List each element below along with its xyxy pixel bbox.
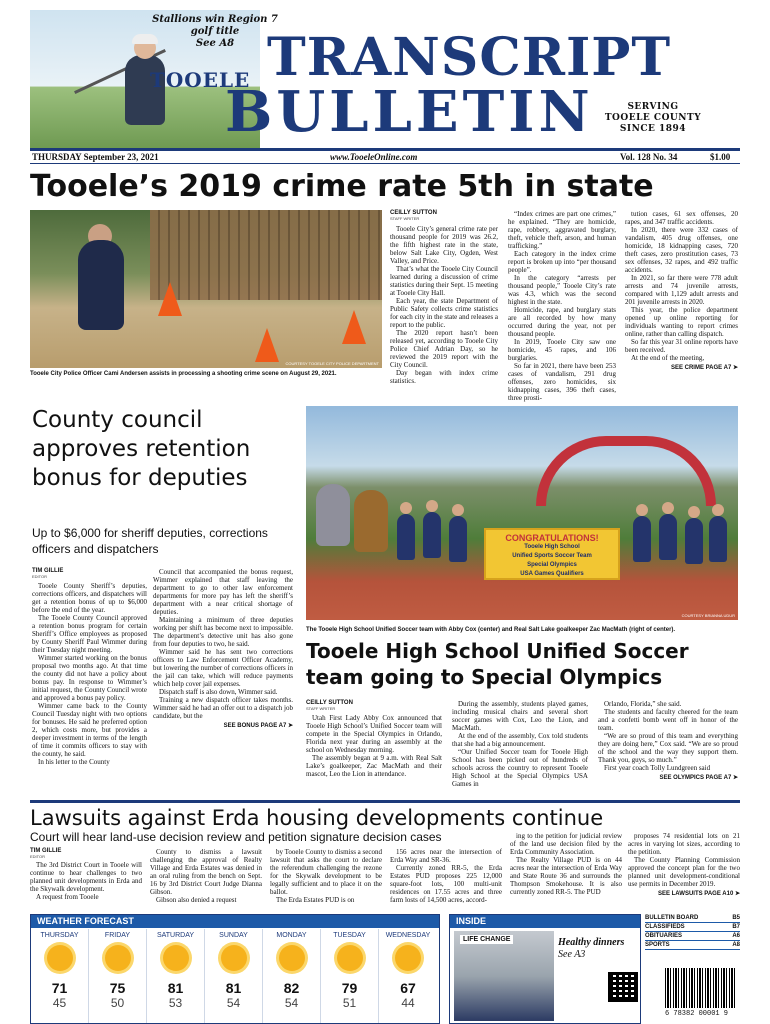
council-deck: Up to $6,000 for sheriff deputies, corrections officers and dispatchers (32, 526, 268, 556)
high-temp: 71 (51, 980, 68, 996)
logo-tooele: TOOELE (150, 68, 251, 92)
barcode-icon (665, 968, 737, 1008)
paragraph: In 2020, there were 332 cases of vandalism, 405 drug offenses, one homicide, 18 kidnapping cases, 720 theft cases, zero prostitution cases, 73 sex offenses, 32 rapes, and 492 traffic accidents. (625, 226, 738, 274)
soccer-column-2 (452, 700, 588, 788)
inside-teaser-title: Healthy dinners (558, 937, 625, 948)
paragraph: ing to the petition for judicial review of the land use decision filed by the Erda Community Association. (510, 832, 622, 856)
lead-headline[interactable]: Tooele’s 2019 crime rate 5th in state (30, 169, 654, 204)
teaser-line: golf title (190, 26, 240, 37)
weather-day (379, 929, 437, 1023)
lead-column-3 (625, 210, 738, 371)
weather-title: WEATHER FORECAST (31, 915, 439, 928)
high-temp: 67 (400, 980, 416, 996)
paragraph: “Index crimes are part one crimes,” he explained. “They are homicide, rape, robbery, aggravated burglary, theft, vehicle theft, arson, and human trafficking.” (508, 210, 616, 250)
tagline-line: SERVING (627, 102, 679, 112)
byline: CEILLY SUTTON (306, 700, 353, 706)
paragraph: Training a new dispatch officer takes months. Wimmer said he had an offer out to a dispatch job candidate, but the (153, 696, 293, 720)
congratulations-banner (484, 528, 620, 580)
inside-text (558, 937, 638, 961)
paragraph: Wimmer started working on the bonus proposal two months ago. At that time the county did not have a policy about bonus pay. In response to Wimmer’s initial request, the County Council wrote and approved a bonus pay policy. (32, 654, 147, 702)
paragraph: Dispatch staff is also down, Wimmer said. (159, 688, 278, 696)
upc-number: 6 78382 00001 9 (665, 1010, 729, 1018)
section-index (645, 914, 740, 950)
soccer-column-1 (306, 700, 442, 778)
website-link[interactable]: www.TooeleOnline.com (330, 152, 418, 162)
index-label: CLASSIFIEDS (645, 924, 685, 930)
high-temp: 81 (167, 980, 184, 996)
golf-teaser-text[interactable] (145, 14, 285, 50)
paragraph: In 2019, Tooele City saw one homicide, 45 rapes, and 106 burglaries. (508, 338, 616, 362)
lawsuit-column-3 (270, 848, 382, 904)
lead-column-1 (390, 210, 498, 385)
byline-title: EDITOR (32, 574, 48, 579)
paragraph: Utah First Lady Abby Cox announced that Tooele High School’s Unified Soccer team will compete in the Special Olympics in Orlando, Florida next year during an assembly at the school on Wednesday morning. (306, 714, 442, 754)
sun-icon (337, 945, 363, 971)
soccer-team-photo[interactable] (306, 406, 738, 620)
volume-number: Vol. 128 No. 34 (620, 152, 678, 162)
paragraph: Each year, the state Department of Public Safety collects crime statistics for each city in the state and releases a report to the public. (390, 297, 498, 329)
healthy-dinners-photo[interactable] (454, 931, 554, 1021)
logo-bulletin: BULLETIN (225, 79, 594, 145)
council-column-2 (153, 568, 293, 729)
paragraph: Orlando, Florida,” she said. (604, 700, 682, 708)
inside-page-ref: See A3 (558, 949, 586, 960)
banner-line: Tooele High School (524, 544, 580, 550)
paragraph: The assembly began at 9 a.m. with Real Salt Lake’s goalkeeper, Zac MacMath and their mascot, Leo the Lion in attendance. (306, 754, 442, 778)
paragraph: Maintaining a minimum of three deputies working per shift has become next to impossible. The department’s detective unit has also gone from four deputies to two, he said. (153, 616, 293, 648)
byline-title: STAFF WRITER (306, 706, 336, 711)
paragraph: The 3rd District Court in Tooele will continue to hear challenges to two planned unit developments in Erda and the Skywalk development. (30, 861, 142, 893)
byline-title: EDITOR (30, 854, 46, 859)
low-temp: 53 (168, 996, 183, 1010)
index-label: OBITUARIES (645, 933, 683, 939)
issue-date: THURSDAY September 23, 2021 (32, 152, 159, 162)
weather-day (89, 929, 147, 1023)
index-row[interactable] (645, 923, 740, 932)
day-name: WEDNESDAY (385, 932, 431, 939)
paragraph: Day began with index crime statistics. (390, 369, 498, 385)
paragraph: Wimmer came back to the County Council Tuesday night with two options for bonuses. He said he preferred option 2, which costs more, but provides a deeper investment in terms of the length of time it commits officers to stay with the county, he said. (32, 702, 147, 758)
paragraph: So far in 2021, there have been 253 cases of vandalism, 291 drug offenses, zero homicides, six kidnapping cases, 396 theft cases, three prosti- (508, 362, 616, 402)
paragraph: Wimmer said he has sent two corrections officers to Law Enforcement Officer Academy, but lowering the number of corrections officers in the jail can take, which will reduce payments which help cover jail expenses. (153, 648, 293, 688)
paragraph: tution cases, 61 sex offenses, 20 rapes, and 347 traffic accidents. (625, 210, 738, 226)
photo-caption: Tooele City Police Officer Cami Andersen assists in processing a shooting crime scene on August 29, 2021. (30, 371, 337, 377)
soccer-headline[interactable]: Tooele High School Unified Soccer team going to Special Olympics (306, 639, 689, 689)
weather-day (31, 929, 89, 1023)
paragraph: The Tooele County Council approved a retention bonus program for certain Sheriff’s Office employees as proposed by County Sheriff Paul Wimmer during their Tuesday night meeting. (32, 614, 147, 654)
paragraph: A request from Tooele (36, 893, 99, 901)
byline-title: STAFF WRITER (390, 216, 420, 221)
council-headline[interactable]: County council approves retention bonus for deputies (32, 407, 251, 491)
logo-transcript: TRANSCRIPT (267, 27, 672, 88)
index-page: B5 (732, 915, 740, 921)
lawsuit-column-6 (628, 832, 740, 897)
low-temp: 54 (226, 996, 241, 1010)
lawsuit-column-5 (510, 832, 622, 896)
council-column-1 (32, 568, 147, 766)
qr-code-icon[interactable] (608, 972, 638, 1002)
high-temp: 79 (341, 980, 358, 996)
teaser-line: Stallions win Region 7 (152, 14, 278, 25)
day-name: THURSDAY (40, 932, 79, 939)
paragraph: Council that accompanied the bonus request, Wimmer explained that staff leaving the department to go to other law enforcement departments for more pay has left the sheriff’s department with a near critical shortage of deputies. (153, 568, 293, 616)
day-name: MONDAY (276, 932, 307, 939)
crime-scene-photo[interactable] (30, 210, 382, 368)
paragraph: The 2020 report hasn’t been released yet, according to Tooele City Police Chief Adrian Day, so he reviewed the 2019 report with the City Council. (390, 329, 498, 369)
day-name: FRIDAY (104, 932, 131, 939)
sun-icon (279, 945, 305, 971)
high-temp: 81 (225, 980, 242, 996)
sun-icon (47, 945, 73, 971)
paragraph: At the end of the assembly, Cox told students that she had a big announcement. (452, 732, 588, 748)
inside-teaser[interactable] (449, 914, 641, 1024)
paragraph: The Erda Estates PUD is on (276, 896, 355, 904)
paragraph: At the end of the meeting, (631, 354, 705, 362)
paragraph: County to dismiss a lawsuit challenging the approval of Realty Village and Erda Estates was denied in an oral ruling from the bench on Sept. 16 by 3rd District Court Judge Dianna Gibson. (150, 848, 262, 896)
tagline (598, 102, 708, 135)
low-temp: 51 (342, 996, 357, 1010)
lawsuit-column-1 (30, 848, 142, 901)
price: $1.00 (710, 152, 731, 162)
banner-line: CONGRATULATIONS! (505, 533, 599, 543)
paragraph: The County Planning Commission approved the concept plan for the two planned unit development-conditional use permits in December 2019. (628, 856, 740, 888)
paragraph: The students and faculty cheered for the team and a confetti bomb went off in honor of the team. (598, 708, 738, 732)
paragraph: This year, the police department opened up online reporting for individuals wanting to report crimes online, rather than calling dispatch. (625, 306, 738, 338)
paragraph: First year coach Tolly Lundgreen said (604, 764, 711, 772)
index-page: A6 (732, 933, 740, 939)
bonus-jump-link[interactable]: SEE BONUS PAGE A7 ➤ (223, 723, 293, 729)
weather-day (263, 929, 321, 1023)
masthead (30, 10, 740, 148)
paragraph: by Tooele County to dismiss a second lawsuit that asks the court to declare the referendum challenging the rezone for the Skywalk development to be legally sufficient and to place it on the ballot. (270, 848, 382, 896)
lawsuits-jump-link[interactable]: SEE LAWSUITS PAGE A10 ➤ (657, 891, 740, 897)
high-temp: 75 (109, 980, 126, 996)
low-temp: 45 (52, 996, 67, 1010)
lawsuit-column-2 (150, 848, 262, 904)
paragraph: proposes 74 residential lots on 21 acres in varying lot sizes, according to the petition. (628, 832, 740, 856)
banner-line: Special Olympics (527, 562, 577, 568)
index-row[interactable] (645, 932, 740, 941)
weather-day (147, 929, 205, 1023)
paragraph: During the assembly, students played games, including musical chairs and several short soccer games with Cox, Leo the Lion, and MacMath. (452, 700, 588, 732)
sun-icon (105, 945, 131, 971)
paragraph: Gibson also denied a request (156, 896, 237, 904)
sun-icon (163, 945, 189, 971)
lawsuit-column-4 (390, 848, 502, 904)
paragraph: “Our Unified Soccer team for Tooele High School has been picked out of hundreds of schools across the country to represent Tooele High School at the Special Olympics USA Games in (452, 748, 588, 788)
index-row[interactable] (645, 941, 740, 950)
low-temp: 54 (284, 996, 299, 1010)
lawsuit-deck: Court will hear land-use decision review and petition signature decision cases (30, 830, 442, 844)
paragraph: In his letter to the County (38, 758, 110, 766)
high-temp: 82 (283, 980, 300, 996)
sun-icon (395, 945, 421, 971)
weather-day (321, 929, 379, 1023)
lawsuit-headline[interactable]: Lawsuits against Erda housing developments continue (30, 800, 740, 831)
index-row[interactable] (645, 914, 740, 923)
soccer-column-3 (598, 700, 738, 781)
byline: TIM GILLIE (32, 568, 64, 574)
olympics-jump-link[interactable]: SEE OLYMPICS PAGE A7 ➤ (659, 775, 738, 781)
tagline-line: TOOELE COUNTY (604, 113, 702, 123)
lead-column-2 (508, 210, 616, 402)
photo-caption: The Tooele High School Unified Soccer team with Abby Cox (center) and Real Salt Lake goalkeeper Zac MacMath (right of center). (306, 627, 676, 633)
index-page: A8 (732, 942, 740, 948)
day-name: TUESDAY (333, 932, 366, 939)
paragraph: In the category “arrests per thousand people,” Tooele City’s rate was 4.3, which was the second highest in the state. (508, 274, 616, 306)
inside-title: INSIDE (450, 915, 640, 928)
paragraph: So far this year 31 online reports have been received. (625, 338, 738, 354)
crime-jump-link[interactable]: SEE CRIME PAGE A7 ➤ (670, 365, 738, 371)
paragraph: Each category in the index crime report is broken up into “per thousand people”. (508, 250, 616, 274)
low-temp: 44 (401, 996, 415, 1010)
photo-credit: COURTESY BRIANNA UDUR (681, 613, 735, 618)
index-label: SPORTS (645, 942, 670, 948)
paragraph: “We are so proud of this team and everything they are doing here,” Cox said. “We are so proud of the school and the way they support them. Thank you, guys, so much.” (598, 732, 738, 764)
paragraph: The Realty Village PUD is on 44 acres near the intersection of Erda Way and State Route 36 and surrounds the Thompson Smokehouse. It is also currently zoned RR-5. The PUD (510, 856, 622, 896)
index-page: B7 (732, 924, 740, 930)
day-name: SATURDAY (156, 932, 195, 939)
paragraph: Tooele County Sheriff’s deputies, corrections officers, and dispatchers will get a retention bonus of up to $6,000 before the end of the year. (32, 582, 147, 614)
weather-forecast (30, 914, 440, 1024)
photo-sign: LIFE CHANGE (460, 935, 513, 944)
dateline (30, 148, 740, 164)
paragraph: Homicide, rape, and burglary stats are all recorded by how many occurred during the year, not per thousand people. (508, 306, 616, 338)
paragraph: Tooele City’s general crime rate per thousand people for 2019 was 26.2, the fifth highest rate in the state, below Salt Lake City, Ogden, West Valley, and Price. (390, 225, 498, 265)
day-name: SUNDAY (219, 932, 248, 939)
low-temp: 50 (110, 996, 125, 1010)
byline: TIM GILLIE (30, 848, 62, 854)
byline: CEILLY SUTTON (390, 210, 437, 216)
paragraph: 156 acres near the intersection of Erda Way and SR-36. (390, 848, 502, 864)
index-label: BULLETIN BOARD (645, 915, 699, 921)
weather-day (205, 929, 263, 1023)
paragraph: Currently zoned RR-5, the Erda Estates PUD proposes 225 12,000 square-foot lots, 100 multi-unit residences on 17.55 acres and three farm losts of 14,500 acres, accord- (390, 864, 502, 904)
paragraph: That’s what the Tooele City Council learned during a discussion of crime statistics during their Sept. 15 meeting at Tooele City Hall. (390, 265, 498, 297)
tagline-line: SINCE 1894 (619, 124, 687, 134)
photo-credit: COURTESY TOOELE CITY POLICE DEPARTMENT (285, 361, 379, 366)
banner-line: USA Games Qualifiers (520, 571, 584, 577)
paragraph: In 2021, so far there were 778 adult arrests and 74 juvenile arrests, compared with 1,129 adult arrests and 201 juvenile arrests in 2020. (625, 274, 738, 306)
teaser-line: See A8 (195, 38, 235, 49)
banner-line: Unified Sports Soccer Team (512, 553, 592, 559)
sun-icon (221, 945, 247, 971)
